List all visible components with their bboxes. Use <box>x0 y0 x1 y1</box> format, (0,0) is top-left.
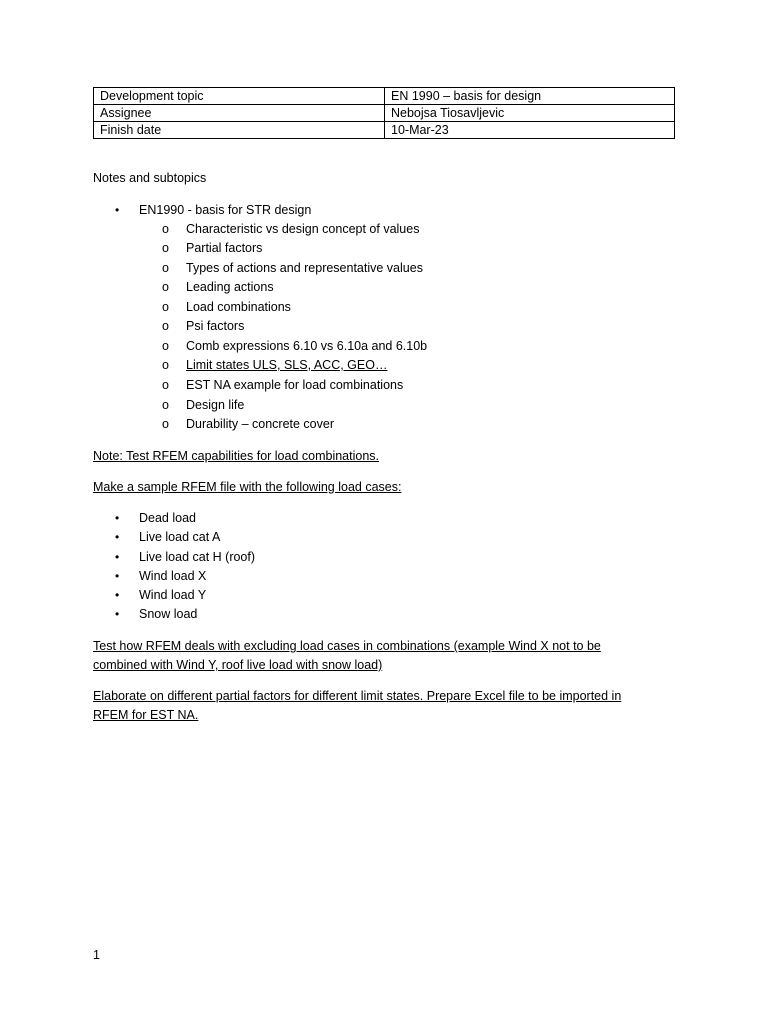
subtopic-text: EST NA example for load combinations <box>186 378 404 392</box>
sub-bullet-icon: o <box>162 261 169 275</box>
load-case-text: Dead load <box>139 511 196 525</box>
assignee-label: Assignee <box>94 105 385 122</box>
bullet-icon: • <box>115 550 120 564</box>
note-line: Note: Test RFEM capabilities for load combinations. <box>93 449 380 463</box>
bullet-icon: • <box>115 607 120 621</box>
bullet-icon: • <box>115 530 120 544</box>
bullet-icon: • <box>115 203 120 217</box>
subtopic-text: Limit states ULS, SLS, ACC, GEO… <box>186 358 388 372</box>
sample-heading: Make a sample RFEM file with the following load cases: <box>93 480 402 494</box>
bullet-icon: • <box>115 511 120 525</box>
subtopic-text: Types of actions and representative values <box>186 261 423 275</box>
meta-table <box>93 87 675 139</box>
load-case-text: Live load cat A <box>139 530 221 544</box>
subtopic-text: Design life <box>186 398 245 412</box>
table-row <box>94 88 675 105</box>
finish-date-label: Finish date <box>94 122 385 139</box>
subtopic-text: Characteristic vs design concept of values <box>186 222 420 236</box>
assignee-value: Nebojsa Tiosavljevic <box>385 105 675 122</box>
development-topic-value: EN 1990 – basis for design <box>385 88 675 105</box>
table-row <box>94 122 675 139</box>
bullet-icon: • <box>115 588 120 602</box>
elaborate-paragraph-line-2: RFEM for EST NA. <box>93 708 199 722</box>
sub-bullet-icon: o <box>162 319 169 333</box>
sub-bullet-icon: o <box>162 378 169 392</box>
sub-bullet-icon: o <box>162 358 169 372</box>
load-case-text: Live load cat H (roof) <box>139 550 256 564</box>
notes-heading: Notes and subtopics <box>93 171 207 185</box>
sub-bullet-icon: o <box>162 417 169 431</box>
load-case-text: Wind load Y <box>139 588 207 602</box>
subtopic-text: Load combinations <box>186 300 291 314</box>
test-paragraph-line-2: combined with Wind Y, roof live load with snow load) <box>93 658 383 672</box>
load-case-text: Snow load <box>139 607 198 621</box>
sub-bullet-icon: o <box>162 241 169 255</box>
development-topic-label: Development topic <box>94 88 385 105</box>
page-number: 1 <box>93 948 100 962</box>
subtopic-text: Comb expressions 6.10 vs 6.10a and 6.10b <box>186 339 428 353</box>
subtopic-text: Psi factors <box>186 319 245 333</box>
subtopic-text: Durability – concrete cover <box>186 417 334 431</box>
elaborate-paragraph-line-1: Elaborate on different partial factors for different limit states. Prepare Excel file to be imported in <box>93 689 622 703</box>
test-paragraph-line-1: Test how RFEM deals with excluding load cases in combinations (example Wind X not to be <box>93 639 601 653</box>
table-row <box>94 105 675 122</box>
sub-bullet-icon: o <box>162 222 169 236</box>
sub-bullet-icon: o <box>162 300 169 314</box>
main-bullet-text: EN1990 - basis for STR design <box>139 203 312 217</box>
sub-bullet-icon: o <box>162 280 169 294</box>
subtopic-text: Leading actions <box>186 280 274 294</box>
load-case-text: Wind load X <box>139 569 207 583</box>
sub-bullet-icon: o <box>162 398 169 412</box>
bullet-icon: • <box>115 569 120 583</box>
finish-date-value: 10-Mar-23 <box>385 122 675 139</box>
subtopic-text: Partial factors <box>186 241 263 255</box>
sub-bullet-icon: o <box>162 339 169 353</box>
